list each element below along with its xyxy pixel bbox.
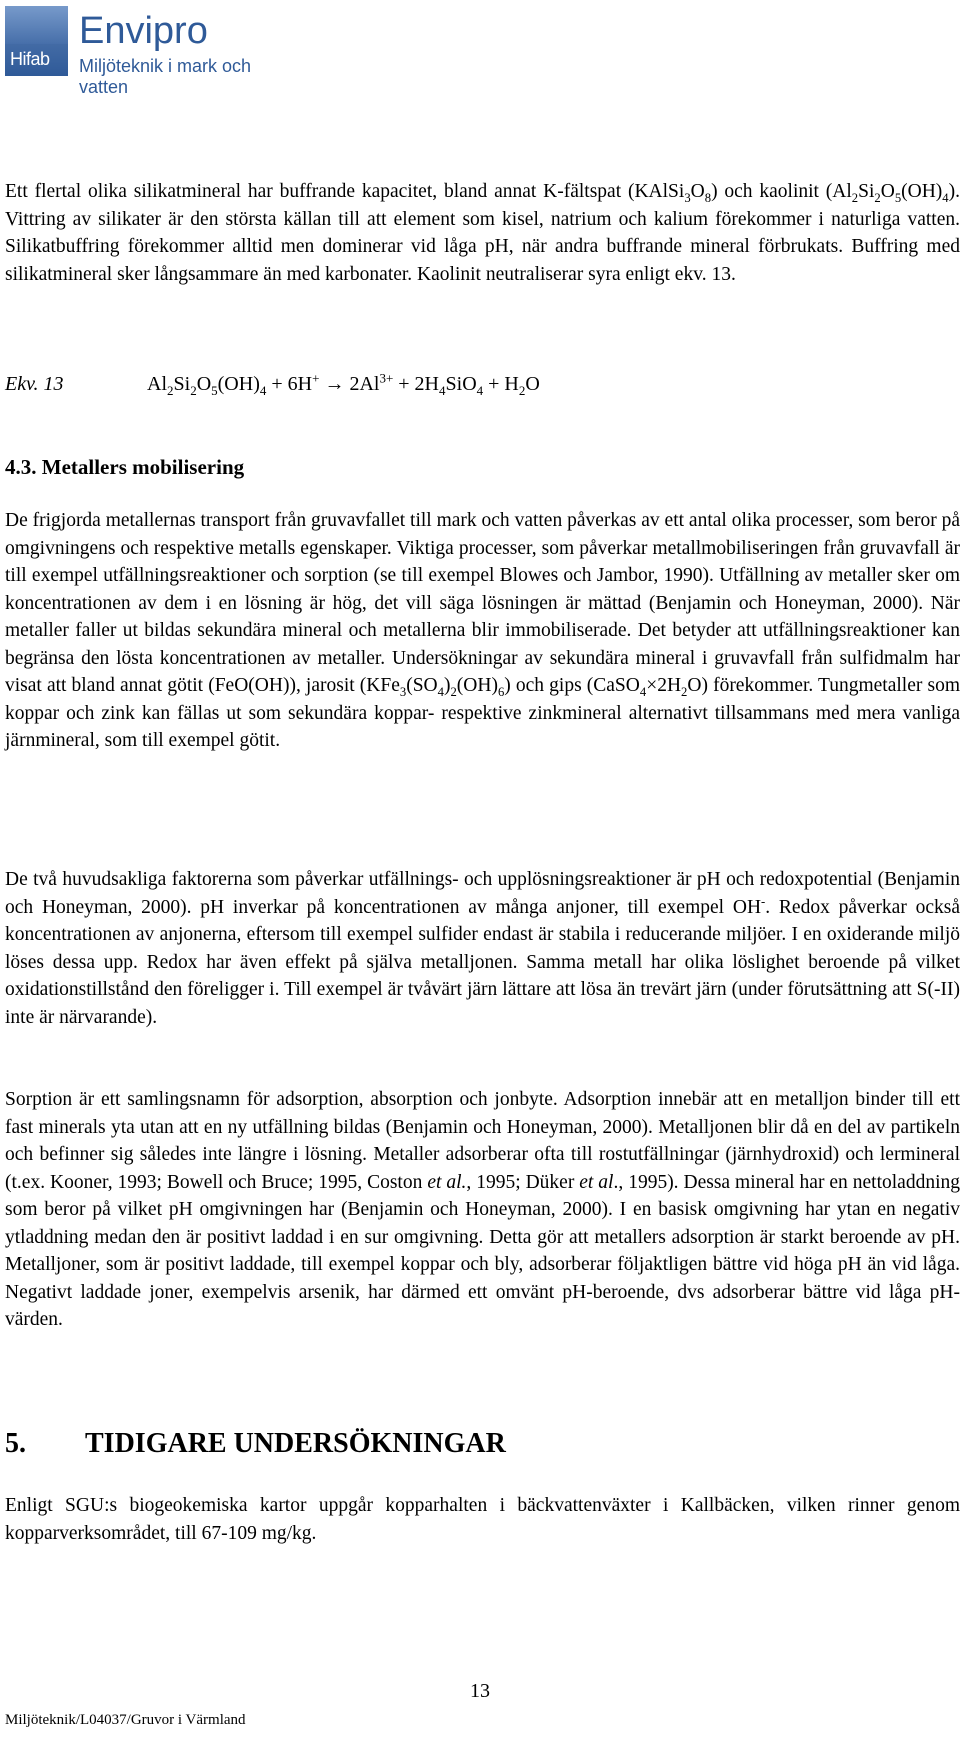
paragraph-silicate: Ett flertal olika silikatmineral har buffrande kapacitet, bland annat K-fältspat $(KAlSi_3O_8)$ och kaolinit $(Al_2Si_2O_5(OH)_4)$. Vittring av silikater är den största källan till att element som kisel, natrium och kalium förekommer i naturliga vatten. Silikatbuffring förekommer alltid men dominerar vid låga pH, när andra buffrande mineral förbrukats. Buffring med silikatmineral sker långsammare än med karbonater. Kaolinit neutraliserar syra enligt ekv. 13. [5,181,960,285]
paragraph-sorption: Sorption är ett samlingsnamn för adsorption, absorption och jonbyte. Adsorption innebär att en metalljon binder till ett fast minerals yta utan att en ny utfällning bildas (Benjamin och Honeyman, 2000). Metalljonen blir då en del av partikeln och befinner sig således inte längre i lösning. Metaller adsorberar ofta till rostutfällningar (järnhydroxid) och lermineral (t.ex. Kooner, 1993; Bowell och Bruce; 1995, Coston et al., 1995; Düker et al., 1995). Dessa mineral har en nettoladdning som beror på vilket pH omgivningen har (Benjamin och Honeyman, 2000). I en basisk omgivning har ytan en negativ ytladdning medan den är positivt laddad i en sur omgivning. Detta gör att metallers adsorption är starkt beroende av pH. Metalljoner, som är positivt laddade, till exempel koppar och bly, adsorberar följaktligen bättre vid höga pH än vid låga. Negativt laddade joner, exempelvis arsenik, har därmed ett omvänt pH-beroende, dvs adsorberar bättre vid låga pH-värden. [5,1089,960,1330]
company-logo [5,6,305,97]
page-number: 13 [470,1680,490,1702]
brand-tagline: Miljöteknik i mark och vatten [79,56,252,97]
paragraph-mobilisation: De frigjorda metallernas transport från gruvavfallet till mark och vatten påverkas av ett antal olika processer, som beror på omgivningens och respektive metalls egenskaper. Viktiga processer, som påverkar metallmobiliseringen från gruvavfall är till exempel utfällningsreaktioner och sorption (se till exempel Blowes och Jambor, 1990). Utfällning av metaller sker om koncentrationen av dem i en lösning är hög, det vill säga lösningen är mättad (Benjamin och Honeyman, 2000). När metaller faller ut bildas sekundära mineral och metallerna blir immobiliserade. Det betyder att utfällningsreaktioner kan begränsa den lösta koncentrationen av metaller. Undersökningar av sekundära mineral i gruvavfall från sulfidmalm har visat att bland annat götit (FeO(OH)), jarosit $(KFe_3(SO_4)_2(OH)_6)$ och gips $(CaSO_4\times 2H_2O)$ förekommer. Tungmetaller som koppar och zink kan fällas ut som sekundära koppar- respektive zinkmineral alternativt tillsammans med mera vanliga järnmineral, som till exempel götit. [5,510,960,751]
logo-mark [5,6,68,76]
paragraph-ph-redox: De två huvudsakliga faktorerna som påverkar utfällnings- och upplösningsreaktioner är pH och redoxpotential (Benjamin och Honeyman, 2000). pH inverkar på koncentrationen av många anjoner, till exempel OH-. Redox påverkar också koncentrationen av anjonerna, eftersom till exempel sulfider endast är stabila i reducerande miljöer. I en oxiderande miljö löses dessa upp. Redox har även effekt på själva metalljonen. Samma metall har olika löslighet beroende på vilket oxidationstillstånd den föreligger i. Till exempel är tvåvärt järn lättare att lösa än trevärt järn (under förutsättning att S(-II) inte är närvarande). [5,869,960,1028]
subsection-heading: 4.3. Metallers mobilisering [5,455,245,479]
section-heading [5,1428,506,1460]
logo-mark-text: Hifab [10,49,50,69]
brand-name: Envipro [79,10,208,52]
section-number: 5. [5,1428,26,1459]
section-title: TIDIGARE UNDERSÖKNINGAR [85,1428,506,1459]
paragraph-sgu: Enligt SGU:s biogeokemiska kartor uppgår kopparhalten i bäckvattenväxter i Kallbäcken, vilken rinner genom kopparverksområdet, till 67-109 mg/kg. [5,1495,960,1544]
footer-reference: Miljöteknik/L04037/Gruvor i Värmland [5,1712,246,1728]
equation-13: Ekv. 13 $Al_2Si_2O_5(OH)_4 + 6H^+ \to 2Al^{3+} + 2H_4SiO_4 + H_2O$ [5,370,540,398]
equation-label: Ekv. 13 [5,373,64,395]
